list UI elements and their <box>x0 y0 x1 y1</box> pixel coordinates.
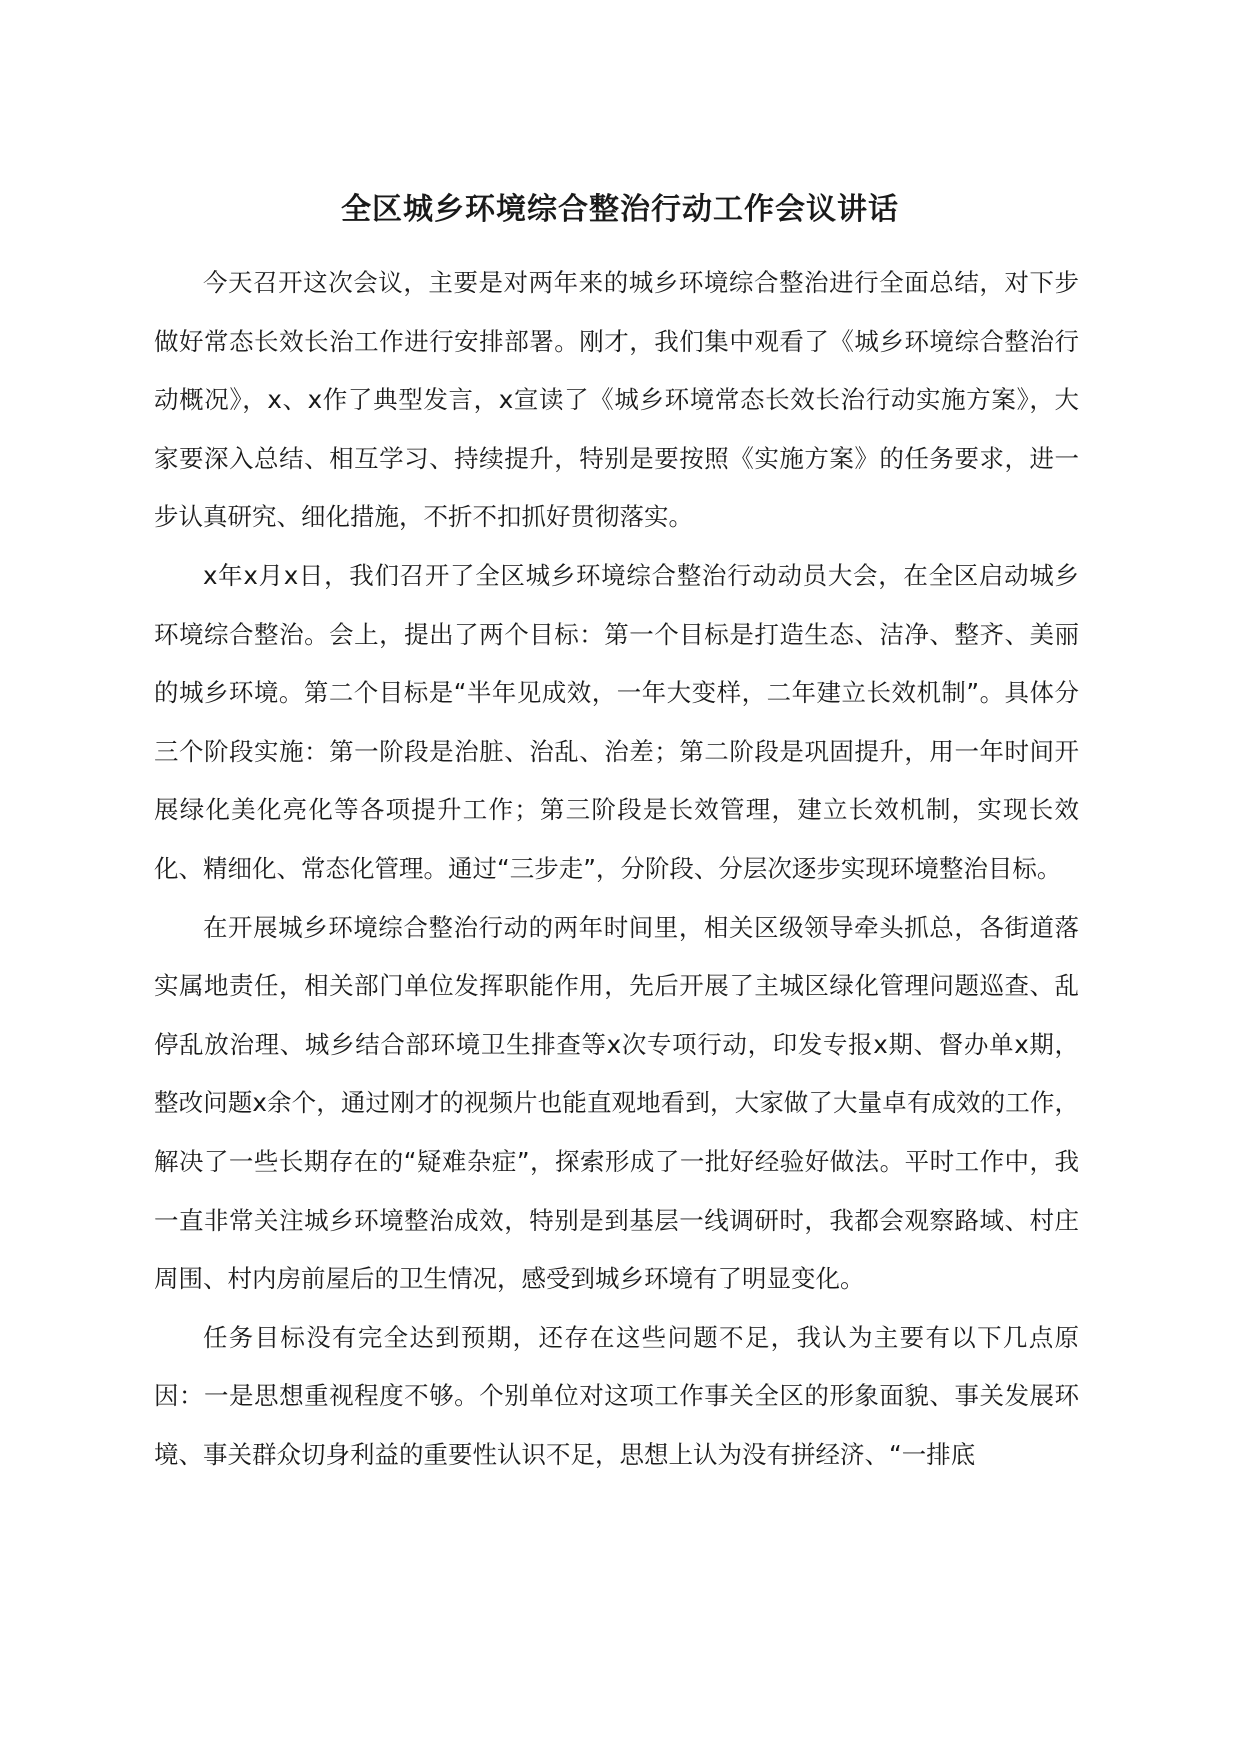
paragraph-problems: 任务目标没有完全达到预期，还存在这些问题不足，我认为主要有以下几点原因：一是思想重视程度不够。个别单位对这项工作事关全区的形象面貌、事关发展环境、事关群众切身利益的重要性认识不足，思想上认为没有拼经济、“一排底 <box>154 1322 1079 1469</box>
paragraph-opening: 今天召开这次会议，主要是对两年来的城乡环境综合整治进行全面总结，对下步做好常态长效长治工作进行安排部署。刚才，我们集中观看了《城乡环境综合整治行动概况》，x、x作了典型发言，x宣读了《城乡环境常态长效长治行动实施方案》，大家要深入总结、相互学习、持续提升，特别是要按照《实施方案》的任务要求，进一步认真研究、细化措施，不折不扣抓好贯彻落实。 <box>154 268 1079 532</box>
document-body <box>154 254 1079 1484</box>
paragraph-achievements: 在开展城乡环境综合整治行动的两年时间里，相关区级领导牵头抓总，各街道落实属地责任，相关部门单位发挥职能作用，先后开展了主城区绿化管理问题巡查、乱停乱放治理、城乡结合部环境卫生排查等x次专项行动，印发专报x期、督办单x期，整改问题x余个，通过刚才的视频片也能直观地看到，大家做了大量卓有成效的工作，解决了一些长期存在的“疑难杂症”，探索形成了一批好经验好做法。平时工作中，我一直非常关注城乡环境整治成效，特别是到基层一线调研时，我都会观察路域、村庄周围、村内房前屋后的卫生情况，感受到城乡环境有了明显变化。 <box>154 912 1079 1294</box>
document-title: 全区城乡环境综合整治行动工作会议讲话 <box>341 192 899 227</box>
paragraph-goals: x年x月x日，我们召开了全区城乡环境综合整治行动动员大会，在全区启动城乡环境综合整治。会上，提出了两个目标：第一个目标是打造生态、洁净、整齐、美丽的城乡环境。第二个目标是“半年见成效，一年大变样，二年建立长效机制”。具体分三个阶段实施：第一阶段是治脏、治乱、治差；第二阶段是巩固提升，用一年时间开展绿化美化亮化等各项提升工作；第三阶段是长效管理，建立长效机制，实现长效化、精细化、常态化管理。通过“三步走”，分阶段、分层次逐步实现环境整治目标。 <box>154 560 1079 883</box>
